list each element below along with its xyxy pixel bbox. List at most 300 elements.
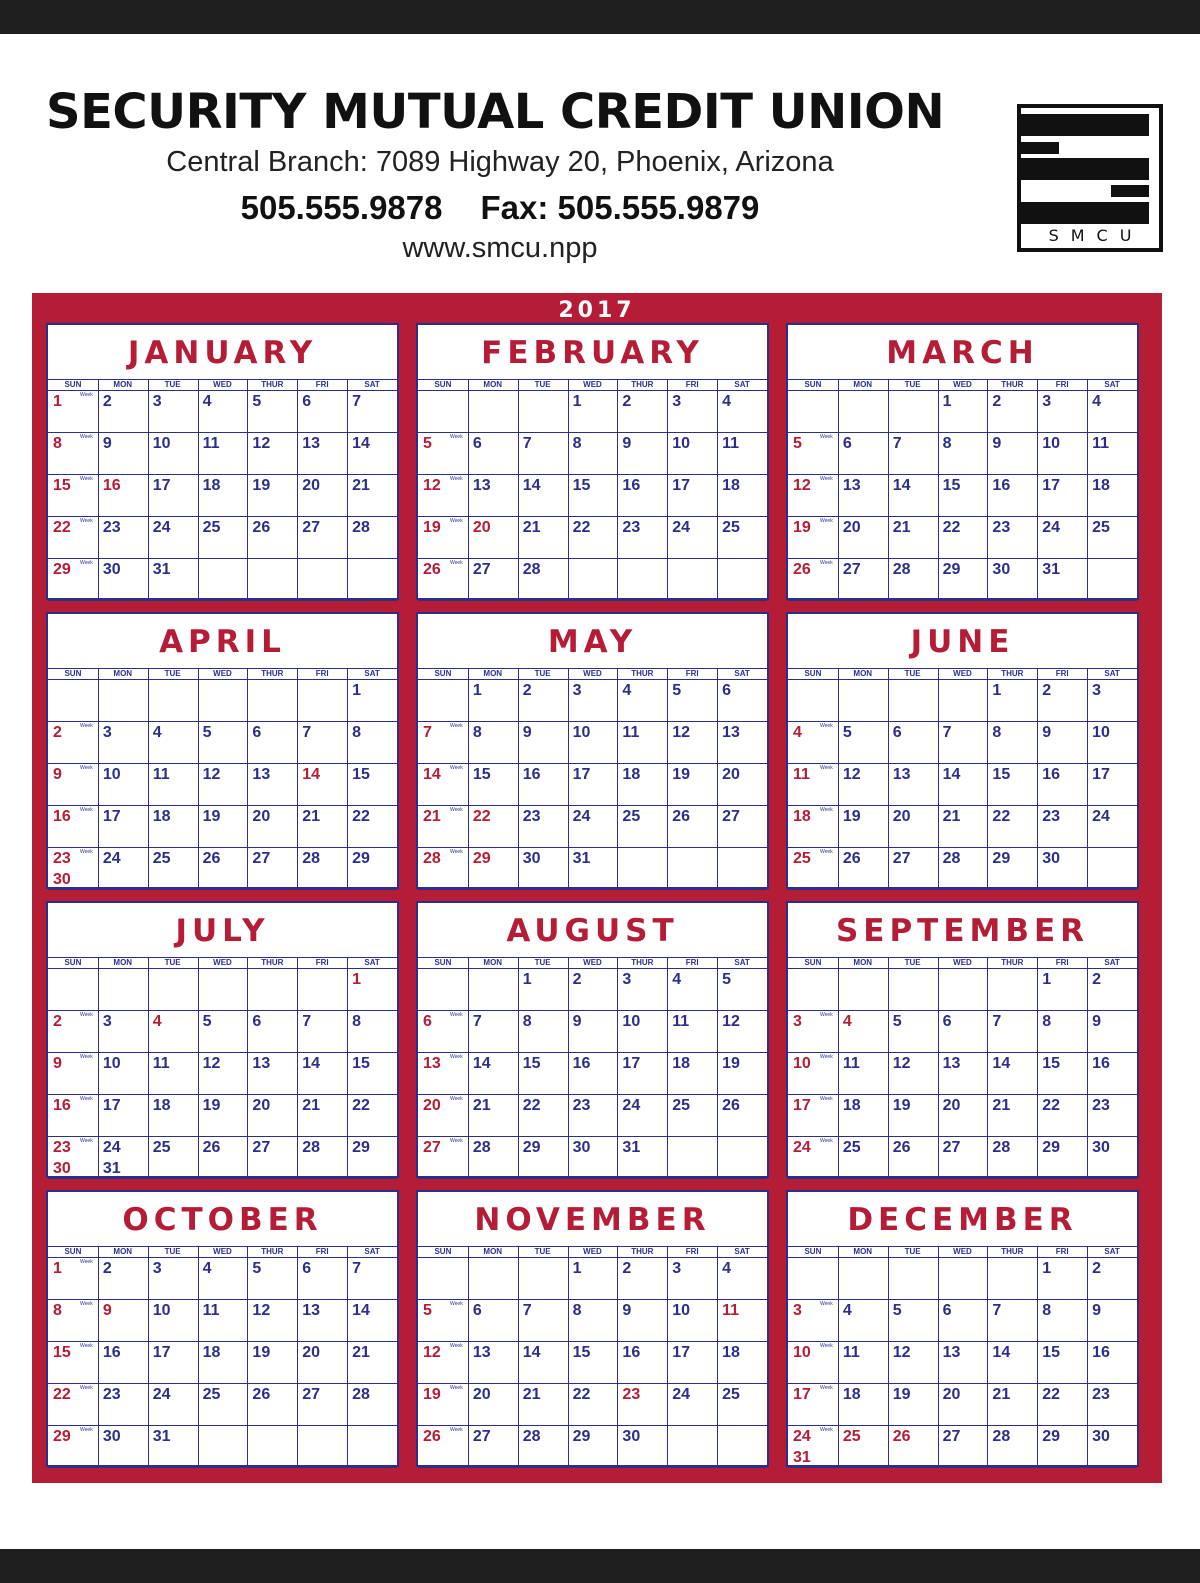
day-cell: 6: [892, 724, 902, 741]
month-april: [46, 612, 399, 889]
day-cell: 10: [793, 1055, 811, 1072]
grid-row-line: [418, 721, 767, 722]
day-cell: 10: [572, 724, 591, 741]
grid-col-line: [297, 957, 298, 1176]
day-cell: 16: [992, 477, 1011, 494]
day-cell: 17: [1092, 766, 1110, 783]
grid-row-line: [48, 1299, 397, 1300]
weekday-label: SUN: [434, 1247, 452, 1256]
weekday-label: WED: [583, 380, 602, 389]
day-cell: 17: [152, 477, 171, 494]
day-cell: 20: [842, 519, 861, 536]
day-cell: 8: [572, 1302, 582, 1319]
grid-col-line: [617, 379, 618, 598]
day-cell: 11: [722, 1302, 740, 1319]
day-cell: 18: [202, 477, 221, 494]
grid-col-line: [987, 957, 988, 1176]
day-cell: 9: [1092, 1302, 1102, 1319]
day-cell: 20: [302, 1344, 321, 1361]
day-cell: 15: [352, 766, 370, 783]
day-cell: 8: [992, 724, 1002, 741]
weekday-label: MON: [853, 380, 873, 389]
day-cell: 30: [102, 561, 121, 578]
day-cell: 31: [1042, 561, 1061, 578]
day-cell: 6: [842, 435, 852, 452]
grid-row-line: [788, 1299, 1137, 1300]
day-cell: 6: [252, 1013, 262, 1030]
grid-col-line: [198, 1246, 199, 1465]
day-cell: 18: [152, 808, 171, 825]
grid-col-line: [667, 668, 668, 887]
day-cell: 5: [722, 971, 732, 988]
day-cell: 18: [622, 766, 641, 783]
week-number: Week: [80, 1054, 93, 1060]
grid-col-line: [98, 379, 99, 598]
week-number: Week: [820, 476, 833, 482]
day-cell: 3: [1092, 682, 1102, 699]
weekday-label: TUE: [534, 1247, 551, 1256]
day-cell: 13: [722, 724, 740, 741]
weekday-label: WED: [213, 958, 232, 967]
weekday-label: TUE: [534, 380, 551, 389]
day-cell: 5: [423, 1302, 432, 1319]
day-cell: 2: [522, 682, 532, 699]
grid-col-line: [617, 957, 618, 1176]
day-cell: 12: [423, 1344, 441, 1361]
day-cell: 30: [522, 850, 541, 867]
week-number: Week: [450, 1012, 463, 1018]
day-cell: 11: [202, 1302, 220, 1319]
day-cell: 16: [622, 1344, 641, 1361]
week-number: Week: [450, 765, 463, 771]
day-cell: 4: [152, 724, 162, 741]
grid-row-line: [788, 1425, 1137, 1426]
day-cell: 2: [102, 393, 112, 410]
weekday-label: SAT: [364, 1247, 380, 1256]
weekday-label: MON: [853, 669, 873, 678]
weekday-label: SAT: [364, 669, 380, 678]
grid-col-line: [838, 1246, 839, 1465]
day-cell: 13: [892, 766, 911, 783]
grid-row-line: [418, 474, 767, 475]
day-cell: 23: [102, 1386, 121, 1403]
day-cell: 28: [352, 519, 370, 536]
grid-col-line: [838, 668, 839, 887]
day-cell: 2: [1042, 682, 1052, 699]
day-cell: 11: [722, 435, 740, 452]
weekday-label: WED: [953, 1247, 972, 1256]
day-cell: 30: [102, 1428, 121, 1445]
month-name: SEPTEMBER: [835, 913, 1090, 949]
website-url: www.smcu.npp: [402, 232, 598, 264]
day-cell: 20: [942, 1386, 961, 1403]
day-cell: 20: [722, 766, 740, 783]
grid-col-line: [888, 957, 889, 1176]
day-cell: 19: [892, 1386, 911, 1403]
grid-col-line: [468, 957, 469, 1176]
month-name: OCTOBER: [122, 1202, 323, 1238]
grid-col-line: [518, 668, 519, 887]
grid-col-line: [838, 957, 839, 1176]
weekday-label: WED: [953, 669, 972, 678]
day-cell: 10: [152, 1302, 171, 1319]
day-cell: 12: [892, 1344, 911, 1361]
day-cell: 6: [302, 1260, 312, 1277]
day-cell: 7: [892, 435, 902, 452]
week-number: Week: [820, 1054, 833, 1060]
week-number: Week: [820, 807, 833, 813]
weekday-label: MON: [483, 380, 503, 389]
grid-row-line: [788, 968, 1137, 969]
day-cell: 15: [522, 1055, 541, 1072]
day-cell: 1: [1042, 1260, 1052, 1277]
day-cell: 23: [53, 1139, 71, 1156]
day-cell: 12: [892, 1055, 911, 1072]
grid-row-line: [788, 1094, 1137, 1095]
day-cell: 27: [252, 850, 271, 867]
grid-row-line: [418, 1299, 767, 1300]
day-cell: 15: [1042, 1344, 1061, 1361]
day-cell: 11: [842, 1055, 860, 1072]
day-cell: 8: [352, 724, 362, 741]
weekday-label: TUE: [534, 958, 551, 967]
month-december: [786, 1190, 1139, 1467]
day-cell: 24: [1092, 808, 1110, 825]
month-name: MARCH: [886, 335, 1039, 371]
grid-col-line: [717, 668, 718, 887]
weekday-label: MON: [113, 669, 133, 678]
grid-row-line: [788, 1178, 1137, 1179]
day-cell: 12: [793, 477, 811, 494]
grid-row-line: [788, 679, 1137, 680]
day-cell: 9: [992, 435, 1002, 452]
day-cell: 7: [352, 1260, 362, 1277]
weekday-label: THUR: [631, 669, 654, 678]
day-cell: 31: [793, 1449, 811, 1466]
day-cell: 10: [1042, 435, 1061, 452]
day-cell: 10: [622, 1013, 641, 1030]
week-number: Week: [820, 849, 833, 855]
day-cell: 8: [522, 1013, 532, 1030]
day-cell: 3: [672, 393, 682, 410]
day-cell: 7: [522, 435, 532, 452]
grid-row-line: [48, 1136, 397, 1137]
day-cell: 30: [572, 1139, 591, 1156]
day-cell: 15: [53, 477, 71, 494]
day-cell: 20: [472, 1386, 491, 1403]
day-cell: 12: [672, 724, 691, 741]
grid-col-line: [717, 957, 718, 1176]
week-number: Week: [80, 1012, 93, 1018]
day-cell: 31: [622, 1139, 641, 1156]
day-cell: 26: [672, 808, 691, 825]
grid-row-line: [48, 1094, 397, 1095]
day-cell: 28: [942, 850, 961, 867]
weekday-label: SAT: [1104, 669, 1120, 678]
grid-col-line: [247, 1246, 248, 1465]
day-cell: 23: [522, 808, 541, 825]
day-cell: 25: [1092, 519, 1110, 536]
day-cell: 30: [1092, 1139, 1110, 1156]
grid-row-line: [48, 763, 397, 764]
weekday-label: FRI: [315, 669, 329, 678]
grid-row-line: [48, 516, 397, 517]
weekday-label: THUR: [1001, 1247, 1024, 1256]
day-cell: 13: [942, 1344, 961, 1361]
day-cell: 3: [1042, 393, 1052, 410]
grid-row-line: [48, 1425, 397, 1426]
week-number: Week: [80, 1096, 93, 1102]
day-cell: 14: [942, 766, 961, 783]
day-cell: 18: [842, 1386, 861, 1403]
week-number: Week: [450, 807, 463, 813]
grid-row-line: [48, 1383, 397, 1384]
day-cell: 3: [793, 1302, 802, 1319]
grid-col-line: [617, 668, 618, 887]
grid-row-line: [48, 805, 397, 806]
week-number: Week: [80, 1427, 93, 1433]
day-cell: 1: [53, 1260, 62, 1277]
day-cell: 9: [622, 1302, 632, 1319]
weekday-label: TUE: [164, 1247, 181, 1256]
month-january: [46, 323, 399, 600]
day-cell: 12: [252, 435, 271, 452]
day-cell: 27: [472, 561, 491, 578]
day-cell: 21: [423, 808, 441, 825]
grid-col-line: [888, 668, 889, 887]
day-cell: 18: [202, 1344, 221, 1361]
day-cell: 25: [793, 850, 811, 867]
week-number: Week: [820, 1138, 833, 1144]
weekday-label: SUN: [804, 380, 822, 389]
day-cell: 2: [622, 393, 632, 410]
weekday-label: THUR: [261, 1247, 284, 1256]
month-june: [786, 612, 1139, 889]
grid-row-line: [788, 558, 1137, 559]
day-cell: 3: [102, 1013, 112, 1030]
grid-row-line: [788, 1010, 1137, 1011]
grid-col-line: [717, 1246, 718, 1465]
day-cell: 20: [252, 808, 271, 825]
weekday-label: MON: [483, 1247, 503, 1256]
day-cell: 26: [892, 1139, 911, 1156]
weekday-label: SAT: [734, 1247, 750, 1256]
day-cell: 18: [152, 1097, 171, 1114]
grid-row-line: [418, 1257, 767, 1258]
day-cell: 25: [722, 519, 740, 536]
weekday-label: SUN: [434, 669, 452, 678]
day-cell: 24: [152, 1386, 171, 1403]
day-cell: 23: [53, 850, 71, 867]
day-cell: 19: [252, 1344, 271, 1361]
day-cell: 19: [793, 519, 811, 536]
grid-col-line: [297, 668, 298, 887]
calendar-year: 2017: [558, 298, 636, 323]
day-cell: 26: [722, 1097, 740, 1114]
weekday-label: THUR: [631, 380, 654, 389]
day-cell: 10: [152, 435, 171, 452]
day-cell: 8: [53, 1302, 62, 1319]
grid-row-line: [418, 1341, 767, 1342]
day-cell: 23: [622, 1386, 641, 1403]
day-cell: 5: [842, 724, 852, 741]
day-cell: 9: [1092, 1013, 1102, 1030]
grid-row-line: [48, 679, 397, 680]
day-cell: 3: [152, 1260, 162, 1277]
grid-row-line: [788, 1341, 1137, 1342]
week-number: Week: [450, 1427, 463, 1433]
contact-numbers: [0, 189, 1000, 227]
week-number: Week: [450, 1385, 463, 1391]
grid-row-line: [418, 1467, 767, 1468]
day-cell: 12: [252, 1302, 271, 1319]
day-cell: 14: [522, 477, 541, 494]
day-cell: 16: [53, 808, 71, 825]
day-cell: 15: [992, 766, 1011, 783]
day-cell: 29: [572, 1428, 591, 1445]
grid-row-line: [788, 721, 1137, 722]
day-cell: 10: [793, 1344, 811, 1361]
year-calendar: [32, 293, 1162, 1483]
grid-col-line: [518, 379, 519, 598]
grid-row-line: [788, 763, 1137, 764]
day-cell: 10: [672, 1302, 691, 1319]
day-cell: 2: [992, 393, 1002, 410]
day-cell: 24: [152, 519, 171, 536]
grid-row-line: [788, 474, 1137, 475]
day-cell: 6: [942, 1013, 952, 1030]
day-cell: 8: [1042, 1302, 1052, 1319]
day-cell: 6: [423, 1013, 432, 1030]
grid-row-line: [788, 1136, 1137, 1137]
day-cell: 17: [672, 477, 691, 494]
day-cell: 4: [202, 1260, 212, 1277]
day-cell: 1: [1042, 971, 1052, 988]
grid-row-line: [788, 516, 1137, 517]
day-cell: 27: [842, 561, 861, 578]
weekday-label: WED: [583, 1247, 602, 1256]
weekday-label: FRI: [315, 1247, 329, 1256]
grid-row-line: [48, 1010, 397, 1011]
grid-col-line: [198, 379, 199, 598]
day-cell: 27: [722, 808, 740, 825]
grid-row-line: [788, 889, 1137, 890]
day-cell: 25: [842, 1428, 861, 1445]
weekday-label: FRI: [1055, 1247, 1069, 1256]
day-cell: 26: [423, 561, 441, 578]
day-cell: 3: [572, 682, 582, 699]
grid-row-line: [788, 432, 1137, 433]
day-cell: 26: [892, 1428, 911, 1445]
day-cell: 3: [102, 724, 112, 741]
day-cell: 19: [672, 766, 691, 783]
weekday-label: SAT: [1104, 1247, 1120, 1256]
week-number: Week: [820, 1427, 833, 1433]
grid-col-line: [98, 957, 99, 1176]
day-cell: 28: [472, 1139, 491, 1156]
weekday-label: SUN: [804, 958, 822, 967]
day-cell: 13: [252, 1055, 271, 1072]
grid-row-line: [48, 889, 397, 890]
week-number: Week: [450, 849, 463, 855]
day-cell: 19: [252, 477, 271, 494]
day-cell: 18: [793, 808, 811, 825]
day-cell: 23: [1092, 1097, 1110, 1114]
weekday-label: MON: [483, 958, 503, 967]
weekday-label: FRI: [1055, 958, 1069, 967]
weekday-label: TUE: [904, 669, 921, 678]
day-cell: 9: [522, 724, 532, 741]
grid-col-line: [148, 1246, 149, 1465]
day-cell: 11: [152, 766, 170, 783]
grid-row-line: [418, 600, 767, 601]
grid-col-line: [938, 379, 939, 598]
grid-row-line: [48, 600, 397, 601]
day-cell: 5: [202, 724, 212, 741]
day-cell: 9: [1042, 724, 1052, 741]
weekday-label: WED: [583, 669, 602, 678]
day-cell: 16: [102, 477, 121, 494]
day-cell: 8: [572, 435, 582, 452]
month-november: [416, 1190, 769, 1467]
week-number: Week: [80, 807, 93, 813]
weekday-label: SUN: [804, 669, 822, 678]
grid-col-line: [1037, 957, 1038, 1176]
grid-col-line: [247, 957, 248, 1176]
day-cell: 21: [942, 808, 961, 825]
month-name: APRIL: [159, 624, 286, 660]
day-cell: 2: [53, 1013, 62, 1030]
month-name: NOVEMBER: [474, 1202, 711, 1238]
day-cell: 6: [722, 682, 732, 699]
day-cell: 3: [793, 1013, 802, 1030]
day-cell: 10: [102, 766, 121, 783]
weekday-label: TUE: [904, 958, 921, 967]
day-cell: 16: [53, 1097, 71, 1114]
day-cell: 2: [1092, 971, 1102, 988]
grid-row-line: [788, 1467, 1137, 1468]
day-cell: 28: [302, 850, 321, 867]
day-cell: 5: [423, 435, 432, 452]
day-cell: 4: [1092, 393, 1102, 410]
day-cell: 1: [992, 682, 1002, 699]
grid-col-line: [148, 957, 149, 1176]
day-cell: 23: [102, 519, 121, 536]
day-cell: 12: [423, 477, 441, 494]
day-cell: 27: [472, 1428, 491, 1445]
grid-col-line: [888, 379, 889, 598]
month-name: DECEMBER: [847, 1202, 1078, 1238]
day-cell: 2: [1092, 1260, 1102, 1277]
day-cell: 25: [202, 1386, 221, 1403]
grid-row-line: [48, 847, 397, 848]
day-cell: 23: [1042, 808, 1061, 825]
day-cell: 26: [793, 561, 811, 578]
day-cell: 29: [352, 850, 370, 867]
grid-row-line: [48, 1467, 397, 1468]
day-cell: 15: [572, 477, 591, 494]
grid-col-line: [468, 1246, 469, 1465]
weekday-label: TUE: [904, 1247, 921, 1256]
day-cell: 22: [1042, 1386, 1061, 1403]
day-cell: 6: [942, 1302, 952, 1319]
day-cell: 9: [53, 1055, 62, 1072]
day-cell: 9: [622, 435, 632, 452]
day-cell: 25: [152, 850, 171, 867]
weekday-label: WED: [953, 380, 972, 389]
day-cell: 9: [572, 1013, 582, 1030]
day-cell: 24: [102, 1139, 121, 1156]
